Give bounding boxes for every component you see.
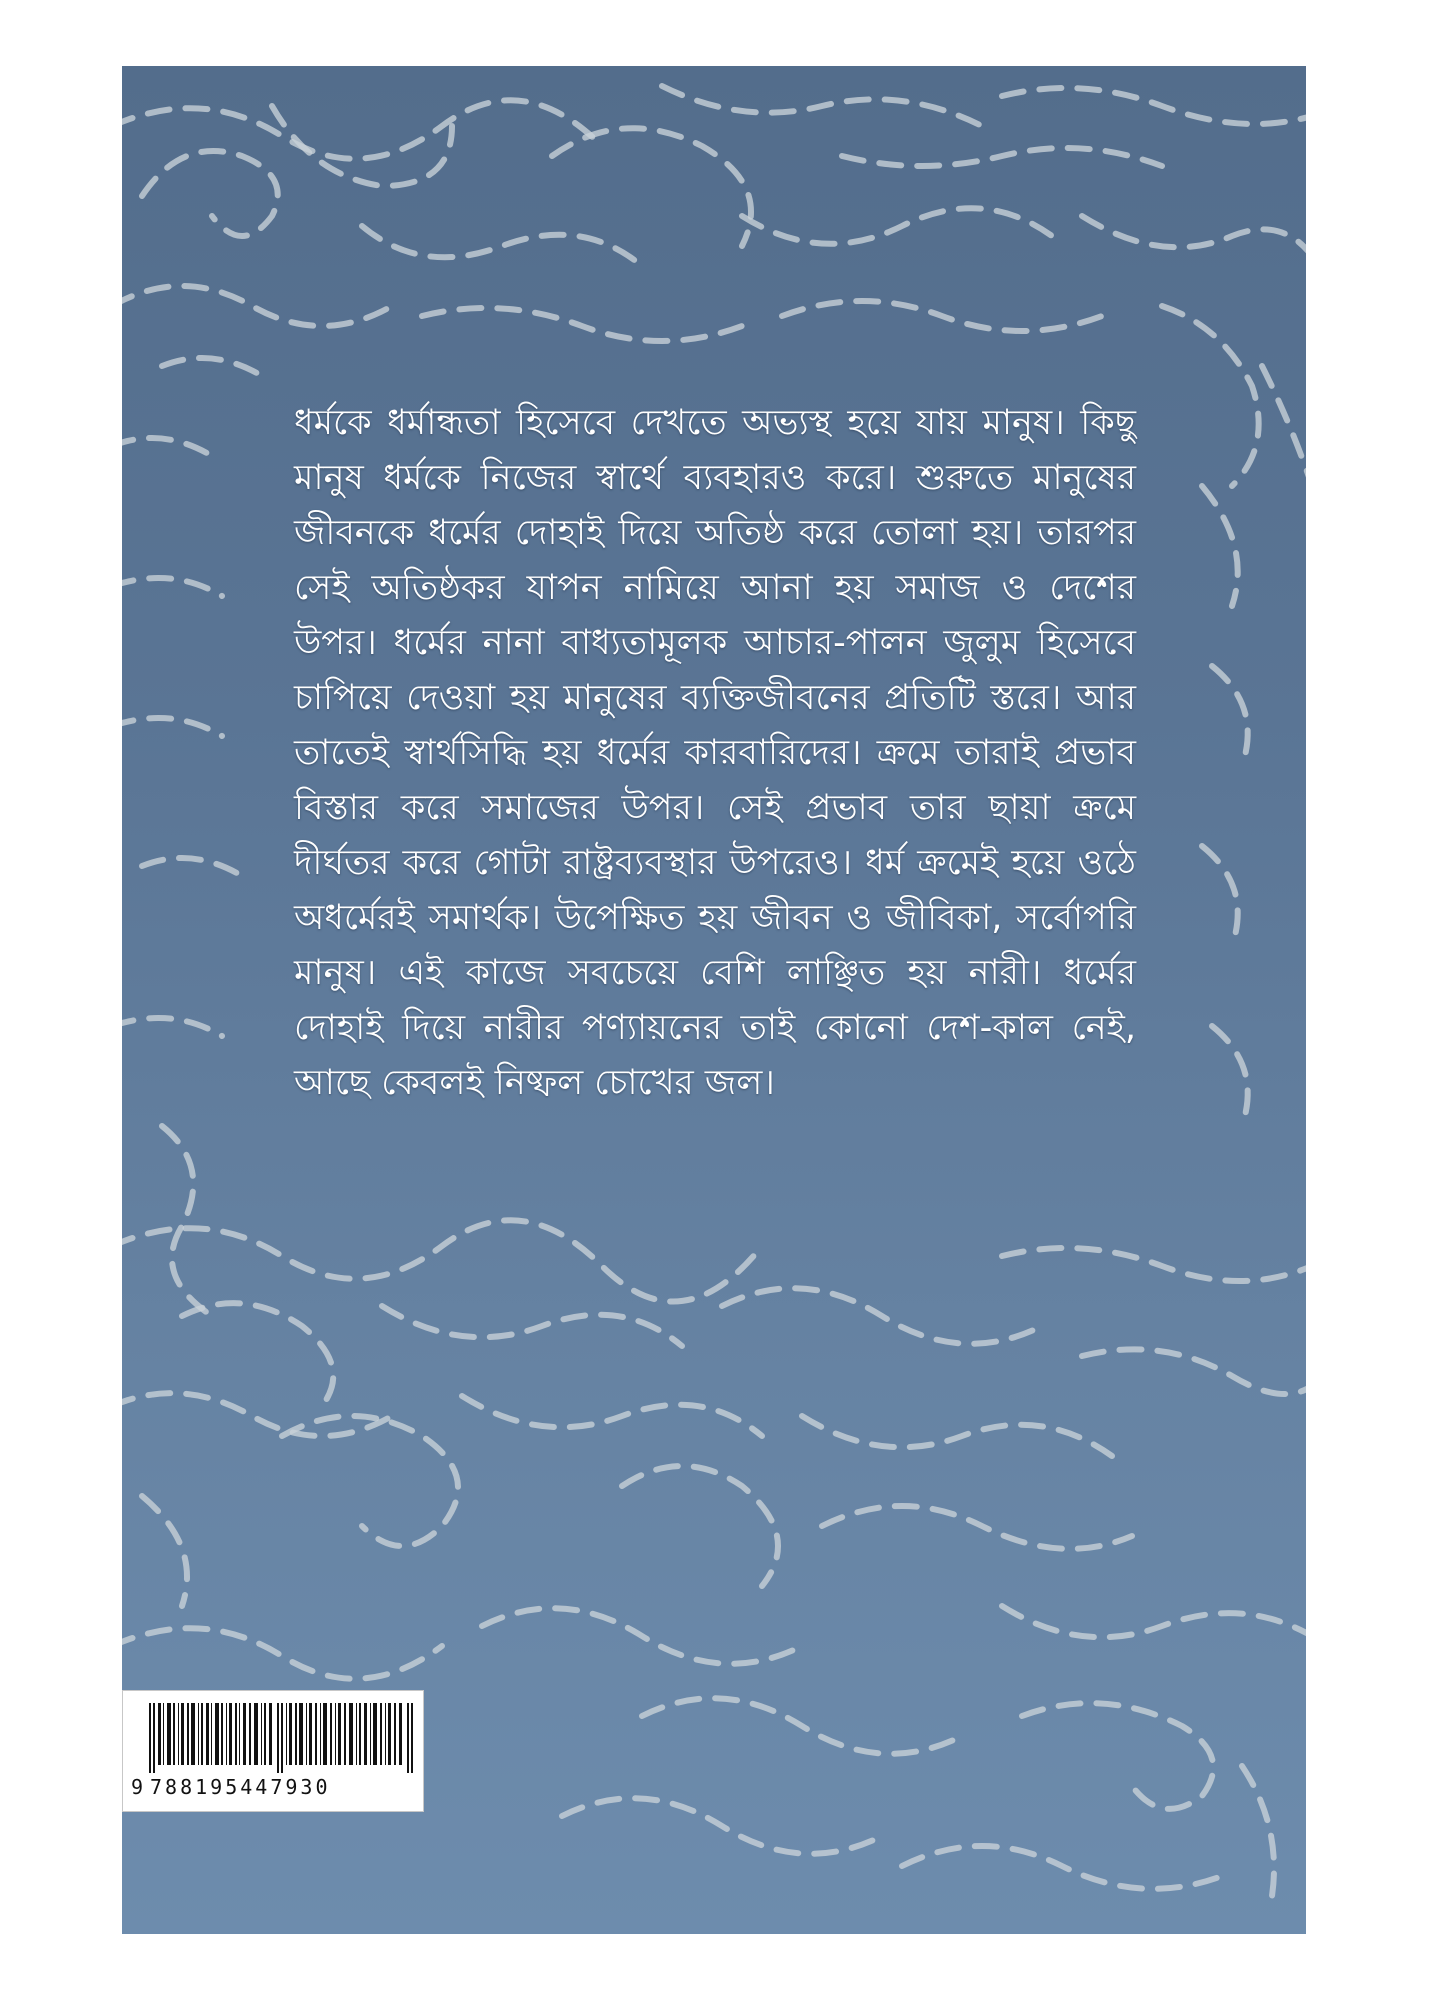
isbn-barcode xyxy=(122,1690,424,1812)
isbn-number: 788195447930 xyxy=(150,1775,331,1799)
back-cover xyxy=(122,66,1306,1934)
barcode-bars xyxy=(149,1703,419,1773)
isbn-first-digit: 9 xyxy=(131,1775,144,1799)
back-cover-blurb: ধর্মকে ধর্মান্ধতা হিসেবে দেখতে অভ্যস্থ হয়ে যায় মানুষ। কিছু মানুষ ধর্মকে নিজের স্বার্থে ব্যবহারও করে। শুরুতে মানুষের জীবনকে ধর্মের দোহাই দিয়ে অতিষ্ঠ করে তোলা হয়। তারপর সেই অতিষ্ঠকর যাপন নামিয়ে আনা হয় সমাজ ও দেশের উপর। ধর্মের নানা বাধ্যতামূলক আচার-পালন জুলুম হিসেবে চাপিয়ে দেওয়া হয় মানুষের ব্যক্তিজীবনের প্রতিটি স্তরে। আর তাতেই স্বার্থসিদ্ধি হয় ধর্মের কারবারিদের। ক্রমে তারাই প্রভাব বিস্তার করে সমাজের উপর। সেই প্রভাব তার ছায়া ক্রমে দীর্ঘতর করে গোটা রাষ্ট্রব্যবস্থার উপরেও। ধর্ম ক্রমেই হয়ে ওঠে অধর্মেরই সমার্থক। উপেক্ষিত হয় জীবন ও জীবিকা, সর্বোপরি মানুষ। এই কাজে সবচেয়ে বেশি লাঞ্ছিত হয় নারী। ধর্মের দোহাই দিয়ে নারীর পণ্যায়নের তাই কোনো দেশ-কাল নেই, আছে কেবলই নিষ্ফল চোখের জল। xyxy=(294,403,1136,1103)
